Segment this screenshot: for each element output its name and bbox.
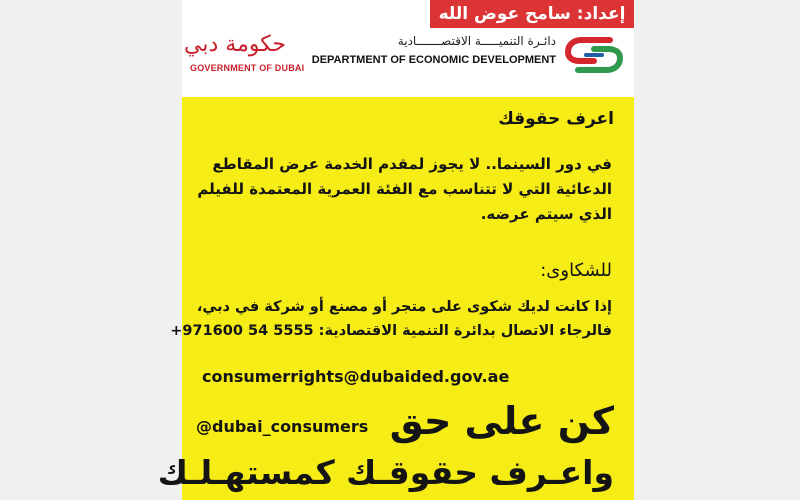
paragraph-line: الدعائية التي لا تتناسب مع الفئة العمرية المعتمدة للفيلم [197, 180, 612, 198]
ded-logo-english: DEPARTMENT OF ECONOMIC DEVELOPMENT [311, 54, 556, 66]
ded-logo [311, 34, 624, 76]
paragraph-line: في دور السينما.. لا يجوز لمقدم الخدمة عرض المقاطع [212, 155, 612, 173]
ded-logo-arabic: دائـرة التنميـــــة الاقتصـــــــادية [397, 34, 556, 48]
dubai-logo-arabic: حكومة دبي [184, 32, 286, 57]
infographic-card [157, 0, 634, 500]
government-of-dubai-logo [184, 32, 305, 80]
cinema-rule-paragraph [197, 152, 612, 227]
slogan-be-right: كن على حق [389, 399, 614, 443]
complaints-line: إذا كانت لديك شكوى على متجر أو مصنع أو شركة في دبي، [196, 299, 612, 315]
dubai-logo-english: GOVERNMENT OF DUBAI [190, 63, 305, 73]
content-panel [157, 97, 634, 500]
complaints-line: فالرجاء الاتصال بدائرة التنمية الاقتصادية: 5555 54 971600+ [170, 323, 612, 339]
social-handle-link[interactable]: @dubai_consumers [196, 417, 369, 436]
ded-emblem-icon [564, 36, 624, 74]
slogan-know-consumer-rights: واعـرف حقوقـك كمستهـلـك [157, 453, 614, 492]
know-your-rights-heading: اعرف حقوقك [498, 109, 614, 129]
paragraph-line: الذي سيتم عرضه. [480, 205, 612, 223]
complaints-label: للشكاوى: [540, 260, 612, 281]
author-byline: إعداد: سامح عوض الله [430, 0, 634, 28]
complaints-instructions [170, 295, 612, 343]
consumer-email-link[interactable]: consumerrights@dubaided.gov.ae [202, 367, 510, 386]
